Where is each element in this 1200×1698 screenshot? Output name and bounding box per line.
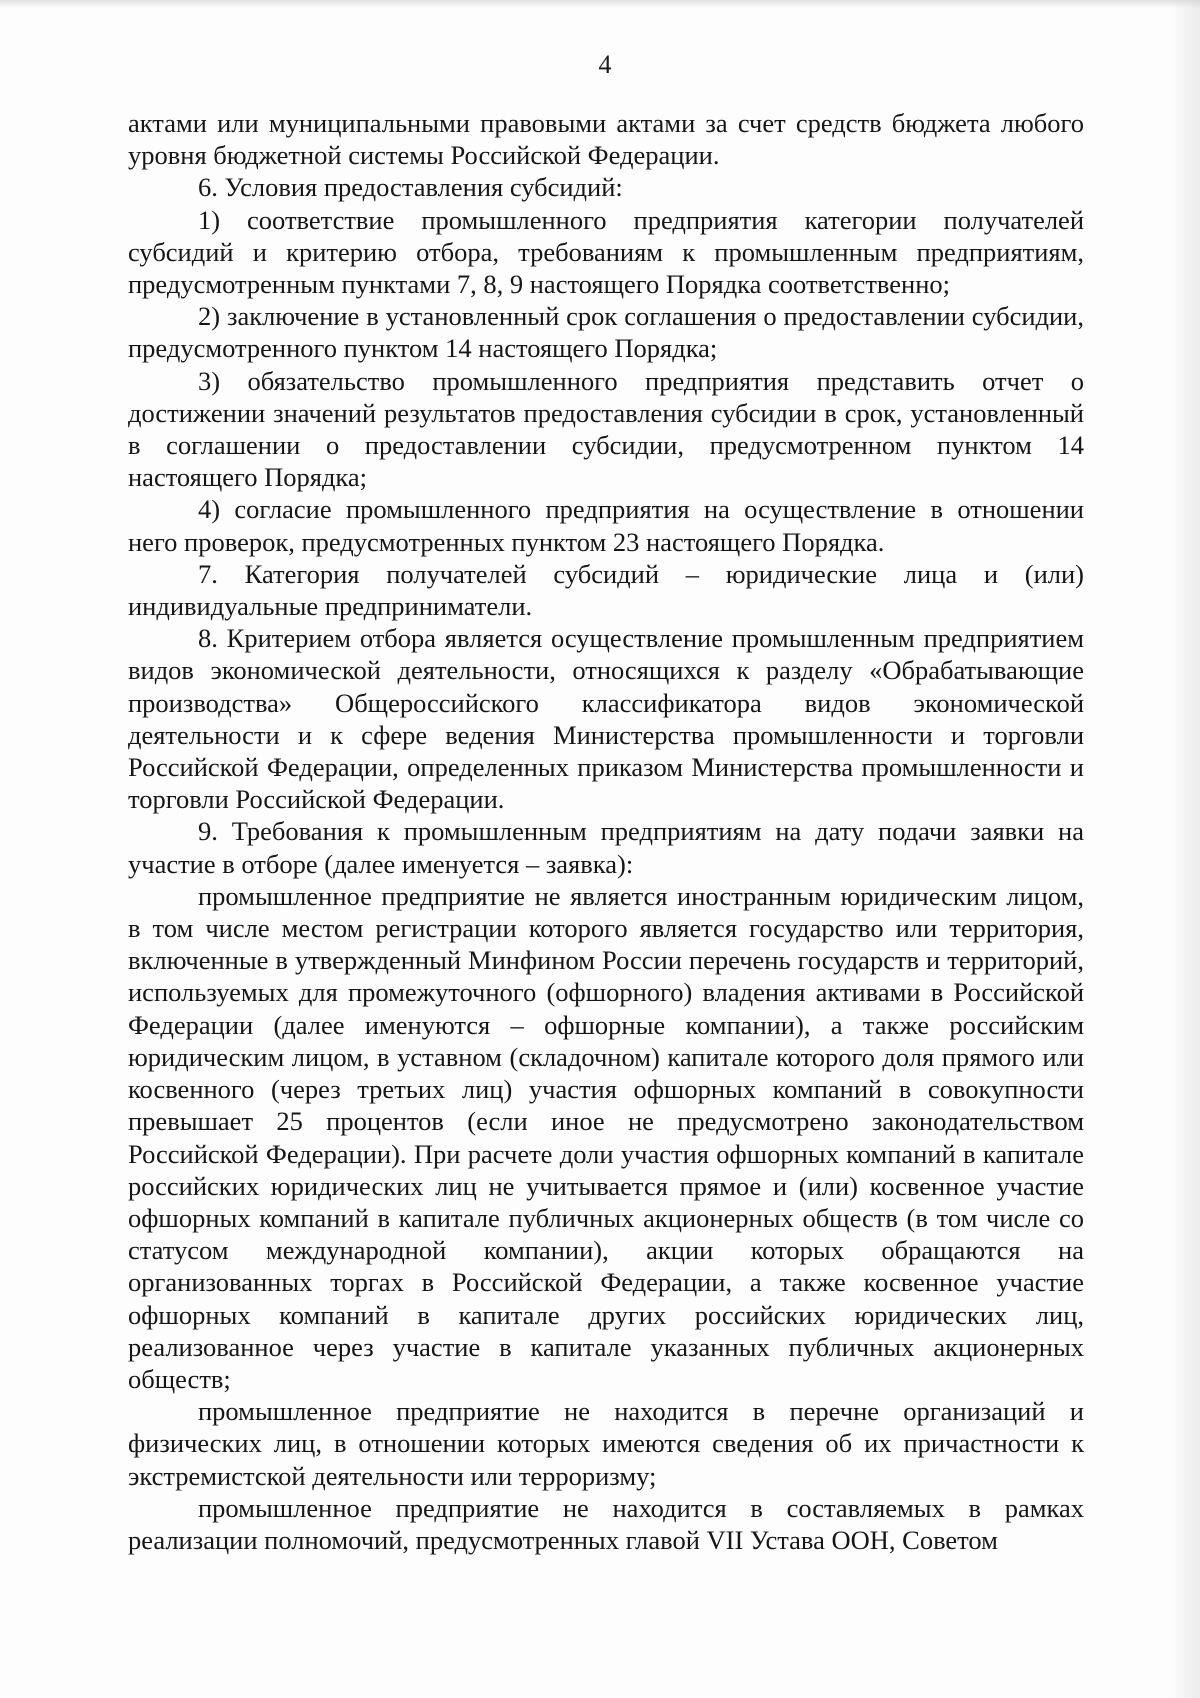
paragraph-subitem-1: 1) соответствие промышленного предприятия категории получателей субсидий и критерию отбора, требованиям к промышленным предприятиям, предусмотренным пунктами 7, 8, 9 настоящего Порядка соответственно; bbox=[128, 204, 1084, 300]
paragraph-subitem-2: 2) заключение в установленный срок соглашения о предоставлении субсидии, предусмотренного пунктом 14 настоящего Порядка; bbox=[128, 301, 1084, 364]
paragraph-requirement-un: промышленное предприятие не находится в составляемых в рамках реализации полномочий, предусмотренных главой VII Устава ООН, Советом bbox=[128, 1492, 1084, 1555]
paragraph-item-8: 8. Критерием отбора является осуществление промышленным предприятием видов экономической деятельности, относящихся к разделу «Обрабатывающие производства» Общероссийского классификатора видов экономической деятельности и к сфере ведения Министерства промышленности и торговли Российской Федерации, определенных приказом Министерства промышленности и торговли Российской Федерации. bbox=[128, 623, 1084, 815]
scan-edge-right bbox=[1170, 0, 1200, 1698]
paragraph-item-6: 6. Условия предоставления субсидий: bbox=[198, 172, 623, 203]
scan-edge-top bbox=[0, 0, 1200, 8]
paragraph-continuation: актами или муниципальными правовыми актами за счет средств бюджета любого уровня бюджетной системы Российской Федерации. bbox=[128, 108, 1084, 171]
paragraph-subitem-4: 4) согласие промышленного предприятия на осуществление в отношении него проверок, предусмотренных пунктом 23 настоящего Порядка. bbox=[128, 494, 1084, 557]
paragraph-item-9: 9. Требования к промышленным предприятиям на дату подачи заявки на участие в отборе (далее именуется – заявка): bbox=[128, 816, 1084, 879]
page-number: 4 bbox=[598, 50, 612, 79]
paragraph-requirement-offshore: промышленное предприятие не является иностранным юридическим лицом, в том числе местом регистрации которого является государство или территория, включенные в утвержденный Минфином России перечень государств и территорий, используемых для промежуточного (офшорного) владения активами в Российской Федерации (далее именуются – офшорные компании), а также российским юридическим лицом, в уставном (складочном) капитале которого доля прямого или косвенного (через третьих лиц) участия офшорных компаний в совокупности превышает 25 процентов (если иное не предусмотрено законодательством Российской Федерации). При расчете доли участия офшорных компаний в капитале российских юридических лиц не учитывается прямое и (или) косвенное участие офшорных компаний в капитале публичных акционерных обществ (в том числе со статусом международной компании), акции которых обращаются на организованных торгах в Российской Федерации, а также косвенное участие офшорных компаний в капитале других российских юридических лиц, реализованное через участие в капитале указанных публичных акционерных обществ; bbox=[128, 880, 1084, 1394]
document-body bbox=[128, 107, 1084, 1556]
paragraph-requirement-extremism: промышленное предприятие не находится в перечне организаций и физических лиц, в отношении которых имеются сведения об их причастности к экстремистской деятельности или терроризму; bbox=[128, 1396, 1084, 1491]
paragraph-subitem-3: 3) обязательство промышленного предприятия представить отчет о достижении значений результатов предоставления субсидии в срок, установленный в соглашении о предоставлении субсидии, предусмотренном пунктом 14 настоящего Порядка; bbox=[128, 365, 1084, 493]
paragraph-item-7: 7. Категория получателей субсидий – юридические лица и (или) индивидуальные предприниматели. bbox=[128, 558, 1084, 622]
